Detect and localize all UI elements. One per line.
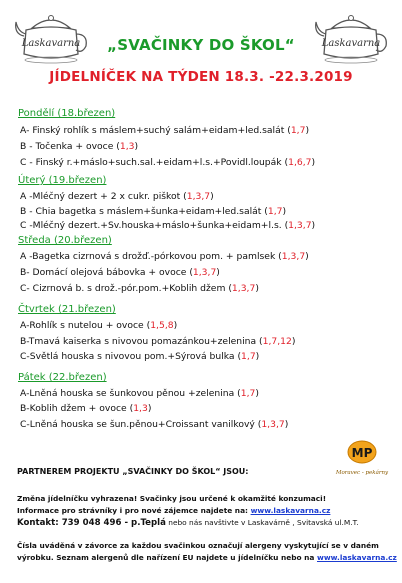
menu-item-tuesday-b: B - Chia bagetka s máslem+šunka+eidam+led.salát (1,7) [20,206,287,217]
svg-text:Moravec - pekárny: Moravec - pekárny [335,470,389,476]
svg-text:Laskavarna: Laskavarna [321,38,381,49]
website-link-2[interactable]: www.laskavarna.cz [317,553,397,562]
svg-text:Laskavarna: Laskavarna [21,38,81,49]
allergen-note-line-2: výrobku. Seznam alergenů dle nařízení EU najdete u jídelníčku nebo na www.laskavarna.cz [17,553,397,562]
contact-line: Kontakt: 739 048 496 - p.Teplá nebo nás navštivte v Laskavárně , Svitavská ul.M.T. [17,518,359,528]
menu-item-thursday-c: C-Světlá houska s nivovou pom.+Sýrová bulka (1,7) [20,351,260,362]
menu-week-subtitle: JÍDELNÍČEK NA TÝDEN 18.3. -22.3.2019 [49,69,353,85]
menu-item-tuesday-a: A -Mléčný dezert + 2 x cukr. piškot (1,3,7) [20,191,214,202]
menu-item-friday-b: B-Koblih džem + ovoce (1,3) [20,403,152,414]
day-heading-friday: Pátek (22.březen) [18,372,107,383]
change-notice: Změna jídelníčku vyhrazena! Svačinky jsou určené k okamžité konzumaci! [17,494,327,503]
menu-item-wednesday-b: B- Domácí olejová bábovka + ovoce (1,3,7) [20,267,220,278]
menu-item-thursday-a: A-Rohlík s nutelou + ovoce (1,5,8) [20,320,178,331]
info-line: Informace pro strávníky i pro nové zájemce najdete na: www.laskavarna.cz [17,506,331,515]
day-heading-wednesday: Středa (20.březen) [18,235,112,246]
svg-text:MP: MP [351,446,373,460]
partner-heading: PARTNEREM PROJEKTU „SVAČINKY DO ŠKOL“ JSOU: [17,467,249,476]
menu-item-wednesday-c: C- Cizrnová b. s drož.-pór.pom.+Koblih džem (1,3,7) [20,283,259,294]
day-heading-tuesday: Úterý (19.březen) [18,175,107,186]
menu-item-thursday-b: B-Tmavá kaiserka s nivovou pomazánkou+zelenina (1,7,12) [20,336,296,347]
day-heading-thursday: Čtvrtek (21.březen) [18,304,116,315]
menu-item-wednesday-a: A -Bagetka cizrnová s drožď.-pórkovou pom. + pamlsek (1,3,7) [20,251,309,262]
page-title: „SVAČINKY DO ŠKOL“ [107,36,295,54]
menu-item-friday-a: A-Lněná houska se šunkovou pěnou +zelenina (1,7) [20,388,259,399]
allergen-note-line-1: Čísla uváděná v závorce za každou svačinkou označují alergeny vyskytující se v daném [17,541,379,550]
menu-item-monday-c: C - Finský r.+máslo+such.sal.+eidam+l.s.+Povidl.loupák (1,6,7) [20,157,316,168]
moravec-bakery-logo [332,438,392,482]
menu-item-friday-c: C-Lněná houska se šun.pěnou+Croissant vanilkový (1,3,7) [20,419,289,430]
day-heading-monday: Pondělí (18.březen) [18,108,116,119]
menu-item-tuesday-c: C -Mléčný dezert.+Sv.houska+máslo+šunka+eidam+l.s. (1,3,7) [20,220,316,231]
menu-item-monday-a: A- Finský rohlík s máslem+suchý salám+eidam+led.salát (1,7) [20,125,310,136]
website-link[interactable]: www.laskavarna.cz [250,506,331,515]
menu-item-monday-b: B - Točenka + ovoce (1,3) [20,141,139,152]
